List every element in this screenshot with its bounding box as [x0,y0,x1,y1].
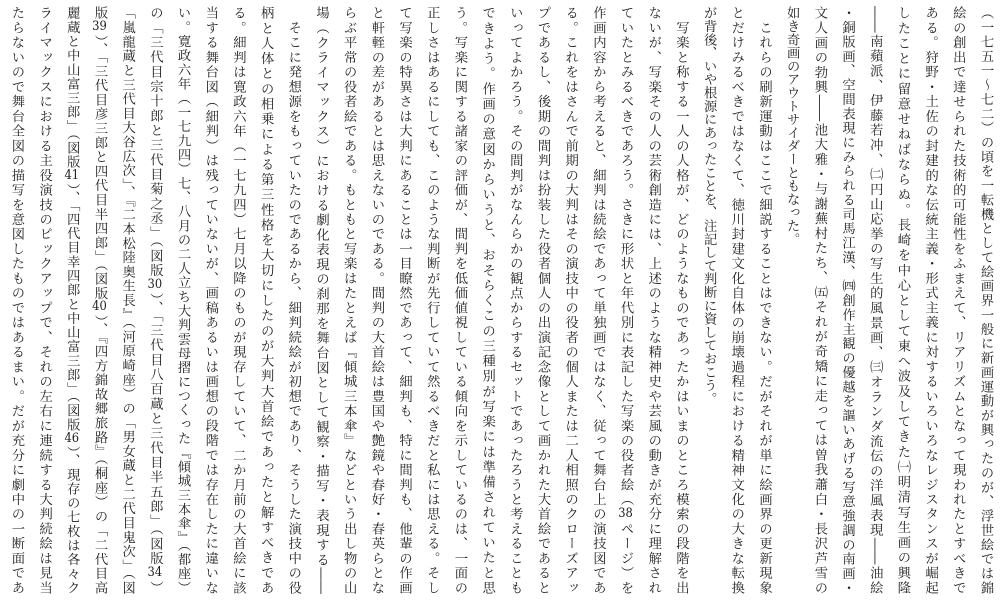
text-column: これらの刷新運動はここで細説することはできない。だがそれが単に絵画界の更新現象 [756,6,772,594]
inline-number: 40 [92,300,107,314]
text-column: たらないので舞台全図の描写を意図したものではあるまい。だが充分に劇中の一断面であ [8,6,24,594]
vertical-text-body [2,6,999,594]
text-column: ・銅版画、空間表現にみられる司馬江漢、㈣創作主観の優越を謳いあげる写意強調の南画・ [839,6,855,594]
text-column: らぶ平常の役者絵である。もともと写楽はたとえば『傾城三本傘』などという出し物の山 [341,6,357,594]
text-column: て写楽の特異さは大判にあることは一目瞭然であって、細判も、特に間判も、他輩の作画 [396,6,412,594]
text-column: そこに発想源をもっていたのであるから、細判続絵が初想であり、そうした演技中の役 [285,6,301,594]
text-column: 絵の創出で達せられた技術的可能性をふまえて、リアリズムとなって現われたとすべきで [950,6,966,594]
text-column: が背後、いや根源にあったことを、注記して判断に資しておこう。 [701,6,717,405]
text-column: 当する舞台図（細判）は残っていないが、画稿あるいは画想の段階では存在したに違いな [202,6,218,594]
inline-number: 34 [147,566,163,580]
text-column: 場（クライマックス）における劇化表現の刹那を舞台図として観察・描写・表現する―― [313,6,329,594]
text-column: る。これをはさんで前期の大判はその演技中の役者の個人または二人相照のクローズアッ [562,6,578,594]
text-column: 作画内容から考えると、細判は続絵であって単独画ではなく、従って舞台上の演技図であ [590,6,606,594]
text-column: 文人画の勃興――池大雅・与謝蕪村たち、㈤それが奇矯に走っては曽我蕭白・長沢芦雪の [811,6,827,594]
text-column: （一七五一〜七二）の頃を一転機として絵画界一般に新画運動が興ったのが、浮世絵では錦 [978,6,993,594]
text-column: ――南蘋派、伊藤若冲、㈡円山応挙の写生的風景画、㈢オランダ流伝の洋風表現――油絵 [867,6,883,594]
text-column: 正しさはあるにしても、このような判断が先行していて然るべきだと私には思える。そし [424,6,440,594]
text-column: 版39）、「三代目彦三郎と四代目半四郎」（図版40）、『四方錦故郷旅路』（桐座）の「二代目高 [92,6,107,594]
text-column: プであるし、後期の間判は扮装した役者個人の出演記念像として画かれた大首絵であると [535,6,550,594]
inline-number: 38 [618,507,633,521]
text-column: う。写楽に関する諸家の評価が、間判を低価値視している傾向を示しているのは、一面の [451,6,467,594]
text-column: できよう。作画の意図からいうと、おそらくこの三種別が写楽には準備されていたと思 [479,6,495,594]
inline-number: 30 [147,278,163,292]
text-column: 「嵐龍蔵と三代目大谷広次」、『二本松陸奥生長』（河原崎座）の「男女蔵と二代目鬼次」（図 [119,6,135,594]
text-column: 写楽と称する一人の人格が、どのようなものであったかはいまのところ模索の段階を出 [673,6,689,594]
text-column: ていたとみるべきであろう。さきに形状と年代別に表記した写楽の役者絵（38ページ）を [618,6,634,594]
inline-number: 41 [64,169,80,183]
text-column: とだけみるべきではなくて、徳川封建文化自体の崩壊過程における精神文化の大きな転換 [728,6,744,594]
text-column: いってよかろう。その間判がなんらかの観点からするセットであったろうと考えることも [507,6,523,594]
text-column: と軒輊の差があるとは思えないのである。間判の大首絵は豊国や艶鏡や春好・春英らとな [368,6,384,594]
text-column: の「三代目宗十郎と三代目菊之丞」（図版30）、「三代目八百蔵と三代目半五郎」（図版34） [147,6,163,594]
text-column: 如き奇画のアウトサイダーともなった。 [784,6,800,246]
inline-number: 39 [92,20,107,34]
text-column: ないが、写楽その人の芸術創造には、上述のような精神史や芸風の動きが充分に理解され [645,6,661,594]
text-column: ライマックスにおける主役演技のピックアップで、それの左右に連続する大判続絵は見当 [36,6,52,594]
text-column: したことに留意せねばならぬ。長崎を中心として東へ波及してきた㈠明清写生画の興隆 [894,6,910,594]
text-column: 柄と人体との相乗による第三性格を大切にしたのが大判大首絵であったと解すべきであ [258,6,274,594]
text-column: ある。狩野・土佐の封建的な伝統主義・形式主義に対するいろいろなレジスタンスが崛起 [922,6,938,594]
text-column: い。寛政六年（一七九四）七、八月の二人立ち大判雲母摺につくった『傾城三本傘』（都座） [175,6,191,594]
text-column: 麗蔵と中山富三郎」（図版41）、「四代目幸四郎と中山富三郎」（図版46）、現存の七枚は各々ク [64,6,80,594]
inline-number: 46 [64,431,80,446]
text-column: る。細判は寛政六年（一七九四）七月以降のものが現存していて、二か月前の大首絵に該 [230,6,246,594]
